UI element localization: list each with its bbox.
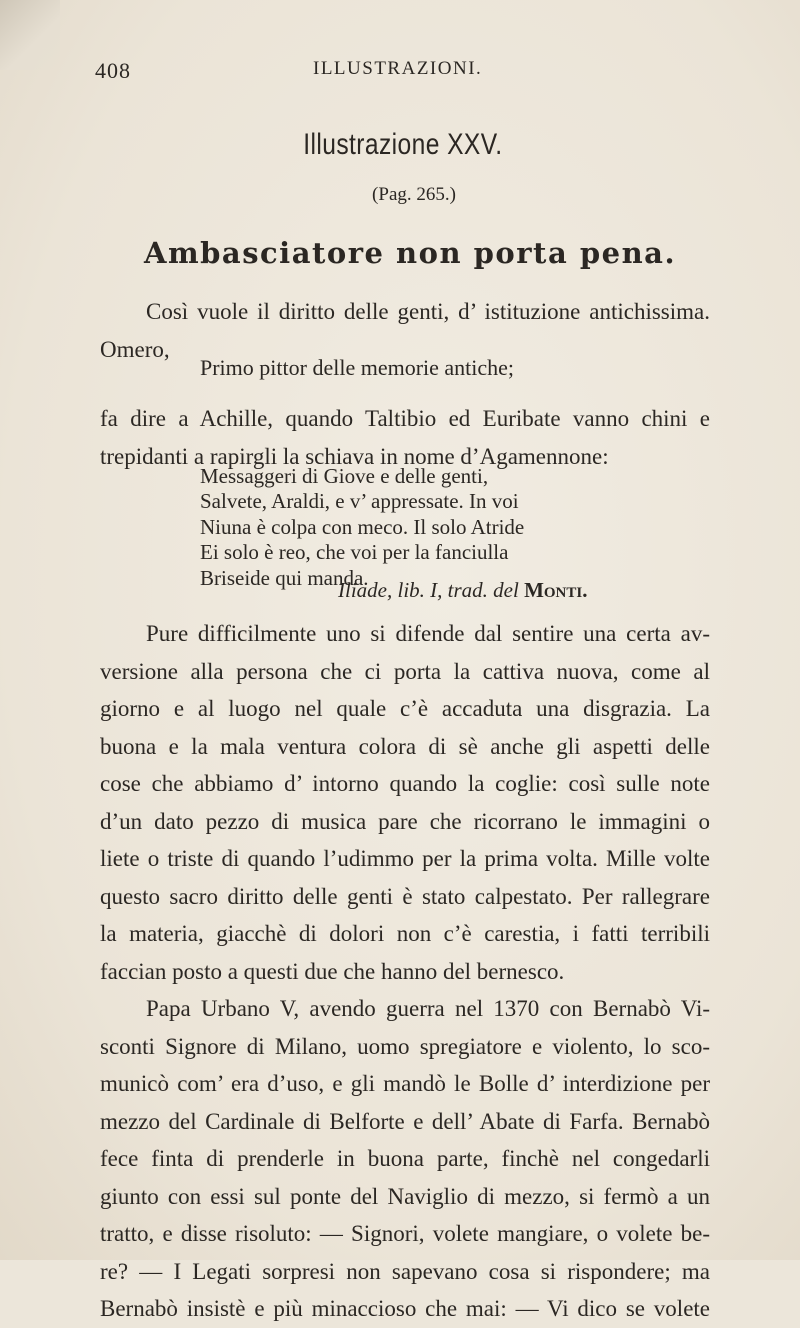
page-corner-fold	[0, 0, 60, 70]
text-line: versione alla persona che ci porta la cattiva nuova, come al	[100, 658, 710, 684]
verse-line: Salvete, Araldi, e v’ appressate. In voi	[200, 489, 519, 514]
text-line: questo sacro diritto delle genti è stato calpestato. Per rallegrare	[100, 883, 710, 909]
text-line: faccian posto a questi due che hanno del bernesco.	[100, 958, 565, 984]
text-line: Pure difficilmente uno si difende dal sentire una certa av-	[146, 621, 710, 646]
text-line: tratto, e disse risoluto: — Signori, volete mangiare, o volete be-	[100, 1221, 710, 1246]
text-line: liete o triste di quando l’udimmo per la prima volta. Mille volte	[100, 846, 710, 871]
verse-line: Messaggeri di Giove e delle genti,	[200, 464, 489, 488]
text-line: giunto con essi sul ponte del Naviglio di mezzo, si fermò a un	[100, 1183, 710, 1209]
verse-citation	[338, 578, 587, 603]
verse-line: Ei solo è reo, che voi per la fanciulla	[200, 540, 509, 565]
text-line: buona e la mala ventura colora di sè anche gli aspetti delle	[100, 733, 710, 759]
paragraph-one	[100, 615, 710, 990]
text-line: re? — I Legati sorpresi non sapevano cosa si rispondere; ma	[100, 1258, 710, 1284]
inline-quote: Primo pittor delle memorie antiche;	[200, 355, 515, 380]
text-line: d’un dato pezzo di musica pare che ricorrano le immagini o	[100, 808, 710, 834]
text-line: mezzo del Cardinale di Belforte e dell’ Abate di Farfa. Bernabò	[100, 1108, 710, 1134]
text-line: Così vuole il diritto delle genti, d’ istituzione antichissima.	[146, 299, 710, 324]
text-line: trepidanti a rapirgli la schiava in nome d’Agamennone:	[100, 443, 609, 469]
text-line: Omero,	[100, 336, 170, 362]
running-head	[95, 58, 715, 86]
verse-line: Briseide qui manda.	[200, 565, 369, 590]
text-line: cose che abbiamo d’ intorno quando la coglie: così sulle note	[100, 771, 710, 796]
paragraph-two	[100, 990, 710, 1328]
text-line: Papa Urbano V, avendo guerra nel 1370 con Bernabò Vi-	[146, 996, 710, 1021]
page-reference: (Pag. 265.)	[372, 184, 456, 205]
illustration-title: Illustrazione XXV.	[303, 128, 503, 161]
text-line: la materia, giacchè di dolori non c’è carestia, i fatti terribili	[100, 921, 710, 946]
page-number: 408	[95, 58, 131, 83]
citation-author: Monti.	[524, 578, 588, 602]
text-line: Bernabò insistè e più minaccioso che mai: — Vi dico se volete	[100, 1296, 710, 1321]
text-line: sconti Signore di Milano, uomo spregiatore e violento, lo sco-	[100, 1033, 710, 1059]
text-line: giorno e al luogo nel quale c’è accaduta una disgrazia. La	[100, 696, 710, 721]
text-line: fece finta di prenderle in buona parte, finchè nel congedarli	[100, 1146, 710, 1171]
illustration-heading: Ambasciatore non porta pena.	[143, 236, 677, 270]
text-line: municò com’ era d’uso, e gli mandò le Bolle d’ interdizione per	[100, 1071, 710, 1096]
verse-quotation	[200, 464, 524, 591]
text-line: fa dire a Achille, quando Taltibio ed Euribate vanno chini e	[100, 406, 710, 431]
verse-line: Niuna è colpa con meco. Il solo Atride	[200, 514, 525, 539]
section-title: ILLUSTRAZIONI.	[313, 58, 483, 79]
citation-work: Iliade, lib. I, trad. del	[338, 578, 519, 602]
